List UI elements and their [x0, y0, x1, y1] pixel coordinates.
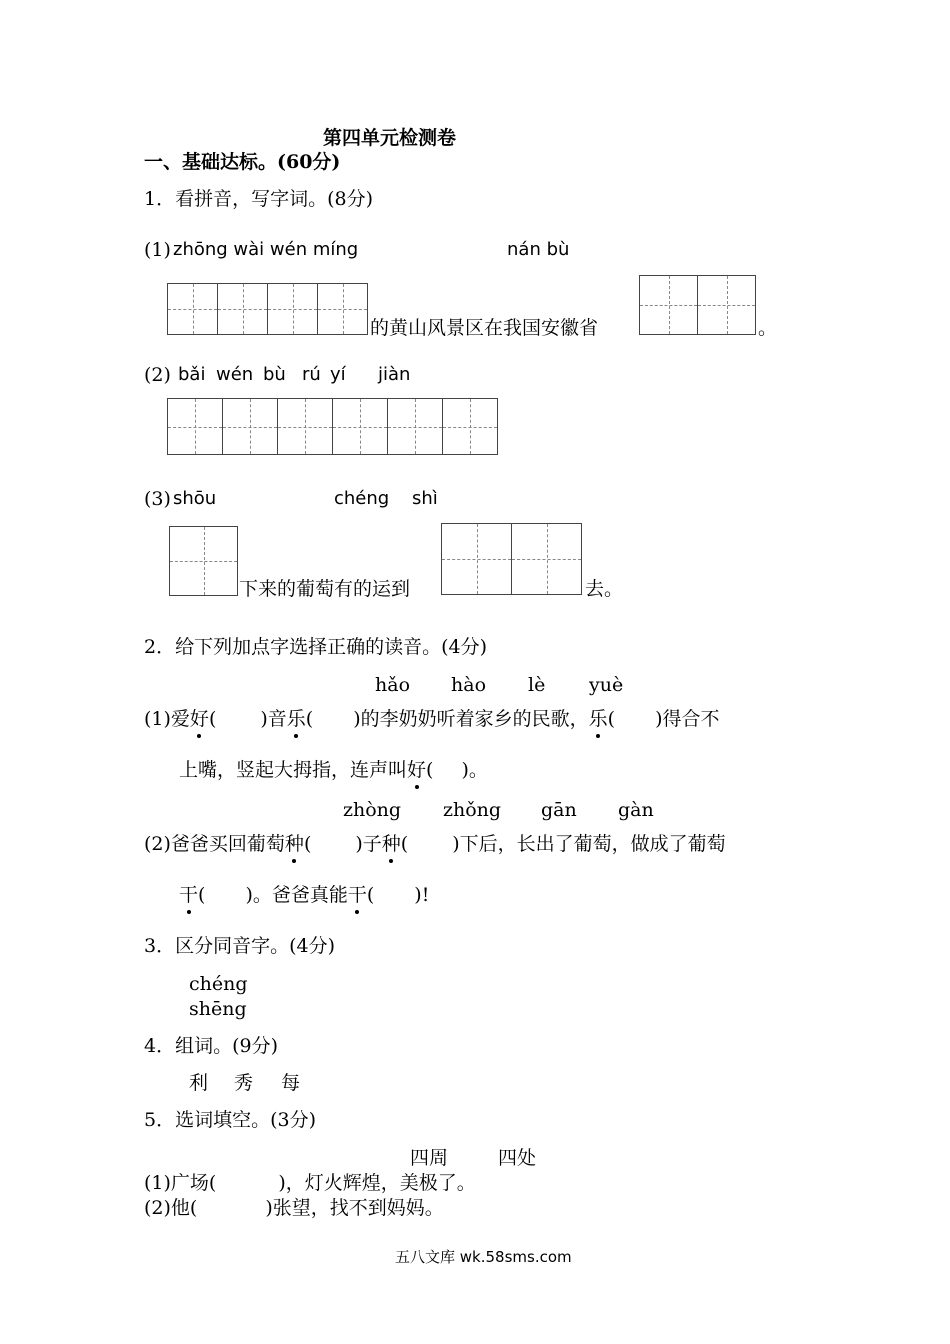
q5-option-sichu: 四处	[498, 1147, 537, 1169]
q2-option-zhong4: zhòng	[343, 799, 402, 821]
answer-grid-chengshi[interactable]	[441, 523, 582, 595]
q2-sentence-2-line-1: (2)爸爸买回葡萄种( )子种( )下后，长出了葡萄，做成了葡萄	[144, 833, 726, 855]
dotted-char: 干	[179, 884, 199, 906]
q5-option-sizhou: 四周	[410, 1147, 449, 1169]
answer-grid-shou[interactable]	[169, 526, 238, 596]
q1-part3-label: (3)	[144, 488, 171, 510]
q2-sentence-1-line-2: 上嘴，竖起大拇指，连声叫好( )。	[179, 759, 488, 781]
q4-char-li: 利	[189, 1072, 209, 1094]
q1-part3-pinyin-shou: shōu	[173, 488, 217, 509]
q1-part2-label: (2)	[144, 364, 171, 386]
q2-sentence-2-line-2: 干( )。爸爸真能干( )!	[179, 884, 430, 906]
q1-part3-end: 去。	[585, 578, 624, 600]
dotted-char: 乐	[286, 708, 306, 730]
dotted-char: 种	[381, 833, 401, 855]
footer-watermark: 五八文库 wk.58sms.com	[395, 1248, 572, 1266]
q4-char-mei: 每	[281, 1072, 301, 1094]
page-title: 第四单元检测卷	[323, 127, 457, 149]
answer-grid-nanbu[interactable]	[639, 275, 756, 335]
q2-option-hao3: hǎo	[375, 674, 411, 696]
q1-part3-pinyin-shi: shì	[412, 488, 438, 509]
question-3-heading: 3．区分同音字。(4分)	[144, 935, 336, 957]
q1-part2-pinyin-5: yí	[330, 364, 346, 385]
q1-part1-label: (1)	[144, 239, 171, 261]
q1-part2-pinyin-6: jiàn	[378, 364, 411, 385]
q1-part1-pinyin-a: zhōng wài wén míng	[173, 239, 359, 260]
q4-char-xiu: 秀	[234, 1072, 254, 1094]
question-1-heading: 1．看拼音，写字词。(8分)	[144, 188, 374, 210]
question-2-heading: 2．给下列加点字选择正确的读音。(4分)	[144, 636, 488, 658]
question-4-heading: 4．组词。(9分)	[144, 1035, 279, 1057]
q2-option-yue: yuè	[589, 674, 624, 696]
q1-part1-text: 的黄山风景区在我国安徽省	[370, 317, 599, 339]
q1-part1-pinyin-b: nán bù	[507, 239, 570, 260]
question-5-heading: 5．选词填空。(3分)	[144, 1109, 317, 1131]
q1-part3-text: 下来的葡萄有的运到	[239, 578, 411, 600]
q2-sentence-1-line-1: (1)爱好( )音乐( )的李奶奶听着家乡的民歌，乐( )得合不	[144, 708, 720, 730]
q2-option-gan1: gān	[541, 799, 577, 821]
q1-part3-pinyin-cheng: chéng	[334, 488, 390, 509]
dotted-char: 种	[284, 833, 304, 855]
q1-part1-end: 。	[758, 317, 778, 339]
q3-pinyin-cheng: chéng	[189, 973, 248, 995]
q2-option-gan4: gàn	[618, 799, 654, 821]
q2-option-hao4: hào	[451, 674, 487, 696]
q2-option-zhong3: zhǒng	[443, 799, 502, 821]
dotted-char: 乐	[588, 708, 608, 730]
q2-option-le: lè	[528, 674, 546, 696]
q5-sentence-1: (1)广场( )，灯火辉煌，美极了。	[144, 1172, 476, 1194]
section-heading: 一、基础达标。(60分)	[144, 151, 341, 173]
dotted-char: 好	[189, 708, 209, 730]
dotted-char: 好	[407, 759, 427, 781]
q5-sentence-2: (2)他( )张望，找不到妈妈。	[144, 1197, 444, 1219]
answer-grid-baiwenburuyijian[interactable]	[167, 398, 498, 455]
q1-part2-pinyin-3: bù	[263, 364, 286, 385]
q1-part2-pinyin-2: wén	[216, 364, 254, 385]
dotted-char: 干	[347, 884, 367, 906]
q1-part2-pinyin-1: bǎi	[178, 364, 206, 385]
answer-grid-zhongwaiwenming[interactable]	[167, 283, 368, 335]
q3-pinyin-sheng: shēng	[189, 998, 247, 1020]
q1-part2-pinyin-4: rú	[302, 364, 321, 385]
